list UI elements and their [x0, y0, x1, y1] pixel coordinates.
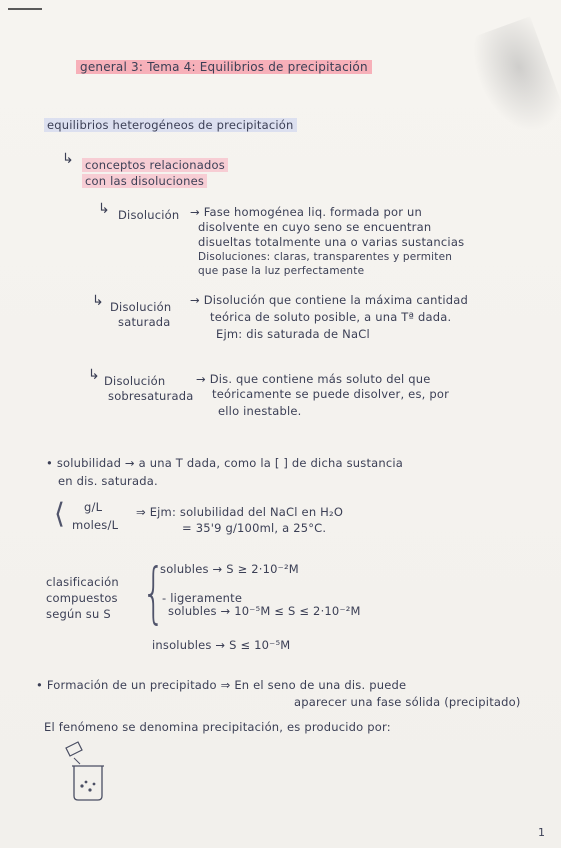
concepts-heading-line1: conceptos relacionados: [82, 158, 228, 172]
beaker-doodle-icon: [60, 738, 108, 802]
page-number: 1: [538, 826, 546, 839]
def-sobresaturada-term: Disolución: [104, 374, 166, 388]
page-mark: [8, 8, 42, 10]
solubilidad-line: en dis. saturada.: [58, 474, 158, 488]
def-saturada-term: Disolución: [110, 300, 172, 314]
def-sobresaturada-line: ello inestable.: [218, 404, 302, 418]
def-disolucion-line: disueltas totalmente una o varias sustancias: [198, 235, 465, 249]
def-sobresaturada-term: sobresaturada: [108, 389, 194, 403]
arrow-mark: ↳: [92, 293, 104, 309]
def-saturada-line: → Disolución que contiene la máxima cantidad: [190, 293, 468, 307]
units-brace: ⟨: [54, 497, 65, 530]
clasificacion-label: compuestos: [46, 591, 118, 605]
clasificacion-label: clasificación: [46, 575, 119, 589]
clasificacion-row-ligeramente: - ligeramente: [162, 591, 243, 605]
clasificacion-label: según su S: [46, 607, 111, 621]
concepts-heading-line2: con las disoluciones: [82, 174, 207, 188]
formacion-line: • Formación de un precipitado ⇒ En el seno de una dis. puede: [36, 678, 407, 692]
solubilidad-line: • solubilidad → a una T dada, como la [ ] de dicha sustancia: [46, 456, 404, 470]
unit-g-per-l: g/L: [84, 500, 103, 514]
clasificacion-row-ligeramente-solubles: solubles → 10⁻⁵M ≤ S ≤ 2·10⁻²M: [168, 604, 361, 618]
clasificacion-row-insolubles: insolubles → S ≤ 10⁻⁵M: [152, 638, 291, 652]
formacion-line: aparecer una fase sólida (precipitado): [294, 695, 521, 709]
def-saturada-line: teórica de soluto posible, a una Tª dada.: [210, 310, 452, 324]
solubilidad-example: = 35'9 g/100ml, a 25°C.: [182, 521, 327, 535]
clasificacion-row-solubles: solubles → S ≥ 2·10⁻²M: [160, 562, 299, 576]
section-subtitle: equilibrios heterogéneos de precipitación: [44, 118, 297, 132]
def-disolucion-term: Disolución: [118, 208, 180, 222]
formacion-line: El fenómeno se denomina precipitación, es producido por:: [44, 720, 391, 734]
clasificacion-brace: {: [142, 554, 166, 631]
solubilidad-example: ⇒ Ejm: solubilidad del NaCl en H₂O: [136, 505, 344, 519]
def-saturada-term: saturada: [118, 315, 171, 329]
def-disolucion-line: que pase la luz perfectamente: [198, 265, 365, 277]
def-disolucion-line: → Fase homogénea liq. formada por un: [190, 205, 422, 219]
def-sobresaturada-line: teóricamente se puede disolver, es, por: [212, 387, 450, 401]
arrow-mark: ↳: [98, 201, 110, 217]
def-sobresaturada-line: → Dis. que contiene más soluto del que: [196, 372, 431, 386]
page-title: general 3: Tema 4: Equilibrios de precipitación: [76, 60, 372, 74]
arrow-mark: ↳: [62, 151, 74, 167]
def-saturada-line: Ejm: dis saturada de NaCl: [216, 327, 370, 341]
def-disolucion-line: disolvente en cuyo seno se encuentran: [198, 220, 432, 234]
def-disolucion-line: Disoluciones: claras, transparentes y permiten: [198, 251, 453, 263]
unit-moles-per-l: moles/L: [72, 518, 119, 532]
arrow-mark: ↳: [88, 367, 100, 383]
